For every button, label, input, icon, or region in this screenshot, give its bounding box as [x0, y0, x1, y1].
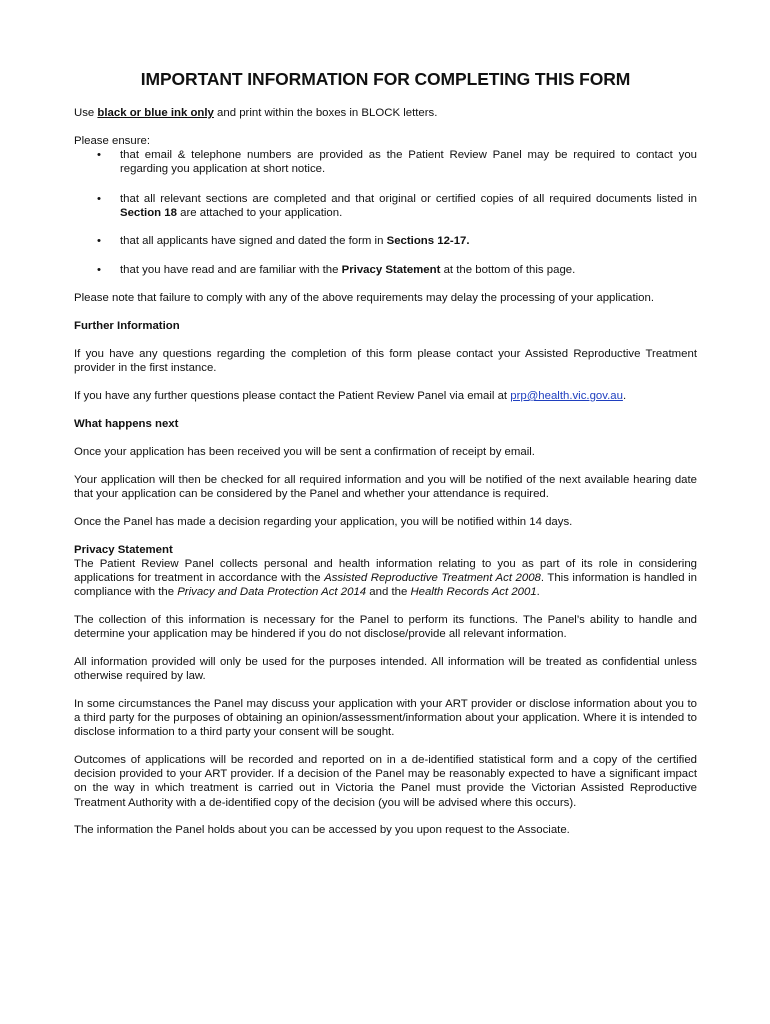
page-title: IMPORTANT INFORMATION FOR COMPLETING THIS FORM	[140, 69, 631, 89]
contact-paragraph	[74, 389, 697, 403]
list-item	[74, 234, 697, 250]
sections-12-17-reference: Sections 12-17.	[386, 235, 470, 247]
what-next-paragraph: Once your application has been received you will be sent a confirmation of receipt by email.	[74, 446, 535, 458]
privacy-paragraph-text: The Patient Review Panel collects personal and health information relating to you as part of its role in considering applications for treatment in accordance with the	[74, 558, 697, 585]
contact-paragraph-text: If you have any further questions please contact the Patient Review Panel via email at	[74, 390, 511, 402]
act-title: Privacy and Data Protection Act 2014	[177, 586, 367, 599]
what-next-paragraph: Once the Panel has made a decision regarding your application, you will be notified within 14 days.	[74, 516, 573, 528]
list-item	[74, 148, 697, 178]
privacy-paragraph: Outcomes of applications will be recorded and reported on in a de-identified statistical form and a copy of the certified decision provided to your ART provider. If a decision of the Panel may be reasonably expected to have a significant impact on the way in which treatment is carried out in Victoria the Panel must provide the Victorian Assisted Reproductive Treatment Authority with a de-identified copy of the decision (you will be advised where this occurs).	[74, 754, 697, 809]
act-title: Assisted Reproductive Treatment Act 2008	[324, 572, 541, 585]
list-item	[74, 263, 697, 279]
bullet-glyph: •	[97, 193, 101, 205]
contact-paragraph-end: .	[622, 390, 627, 402]
privacy-paragraph: The collection of this information is necessary for the Panel to perform its functions. The Panel’s ability to handle and determine your application may be hindered if you do not disclose/provide all relevant information.	[74, 614, 697, 641]
what-next-paragraph: Your application will then be checked for all required information and you will be notified of the next available hearing date that your application can be considered by the Panel and whether your attendance is required.	[74, 474, 697, 501]
list-item-text	[120, 234, 697, 248]
ink-instruction-post: and print within the boxes in BLOCK letters.	[213, 107, 438, 119]
list-item-text-pre: that all relevant sections are completed and that original or certified copies of all required documents listed in	[120, 193, 697, 205]
privacy-paragraph	[74, 557, 697, 600]
privacy-paragraph-text: and the	[366, 586, 411, 599]
list-item-text-post: are attached to your application.	[176, 207, 343, 220]
bullet-glyph: •	[97, 149, 101, 161]
privacy-paragraph-text: .	[536, 586, 540, 599]
privacy-paragraph: All information provided will only be used for the purposes intended. All information will be treated as confidential unless otherwise required by law.	[74, 656, 697, 683]
ink-instruction-pre: Use	[74, 107, 98, 119]
email-link[interactable]: prp@health.vic.gov.au	[510, 390, 623, 402]
list-item-text-pre: that you have read and are familiar with the	[120, 264, 342, 276]
further-information-paragraph: If you have any questions regarding the completion of this form please contact your Assisted Reproductive Treatment provider in the first instance.	[74, 348, 697, 375]
privacy-paragraph: In some circumstances the Panel may discuss your application with your ART provider or disclose information about you to a third party for the purposes of obtaining an opinion/assessment/information about your application. Where it is intended to disclose information to a third party your consent will be sought.	[74, 698, 697, 739]
list-item-text-post: at the bottom of this page.	[440, 264, 576, 276]
privacy-paragraph-text: . This information is handled in compliance with the	[74, 572, 697, 599]
act-title: Health Records Act 2001	[410, 586, 537, 599]
bullet-glyph: •	[97, 235, 101, 247]
section-18-reference: Section 18	[120, 207, 177, 220]
failure-note: Please note that failure to comply with any of the above requirements may delay the processing of your application.	[74, 292, 654, 304]
list-item-text-pre: that all applicants have signed and dated the form in	[120, 235, 387, 247]
list-item-text: that email & telephone numbers are provided as the Patient Review Panel may be required to contact you regarding you application at short notice.	[120, 149, 697, 176]
privacy-statement-reference: Privacy Statement	[341, 264, 441, 276]
ink-instruction-emphasis: black or blue ink only	[97, 107, 214, 119]
privacy-statement-heading: Privacy Statement	[74, 544, 173, 556]
further-information-heading: Further Information	[74, 320, 180, 332]
list-item-text	[120, 263, 697, 277]
ensure-label: Please ensure:	[74, 135, 150, 147]
list-item	[74, 192, 697, 222]
privacy-paragraph: The information the Panel holds about you can be accessed by you upon request to the Associate.	[74, 824, 570, 836]
what-happens-next-heading: What happens next	[74, 418, 179, 430]
bullet-glyph: •	[97, 264, 101, 276]
list-item-text	[120, 192, 697, 220]
ink-instruction	[74, 106, 697, 120]
